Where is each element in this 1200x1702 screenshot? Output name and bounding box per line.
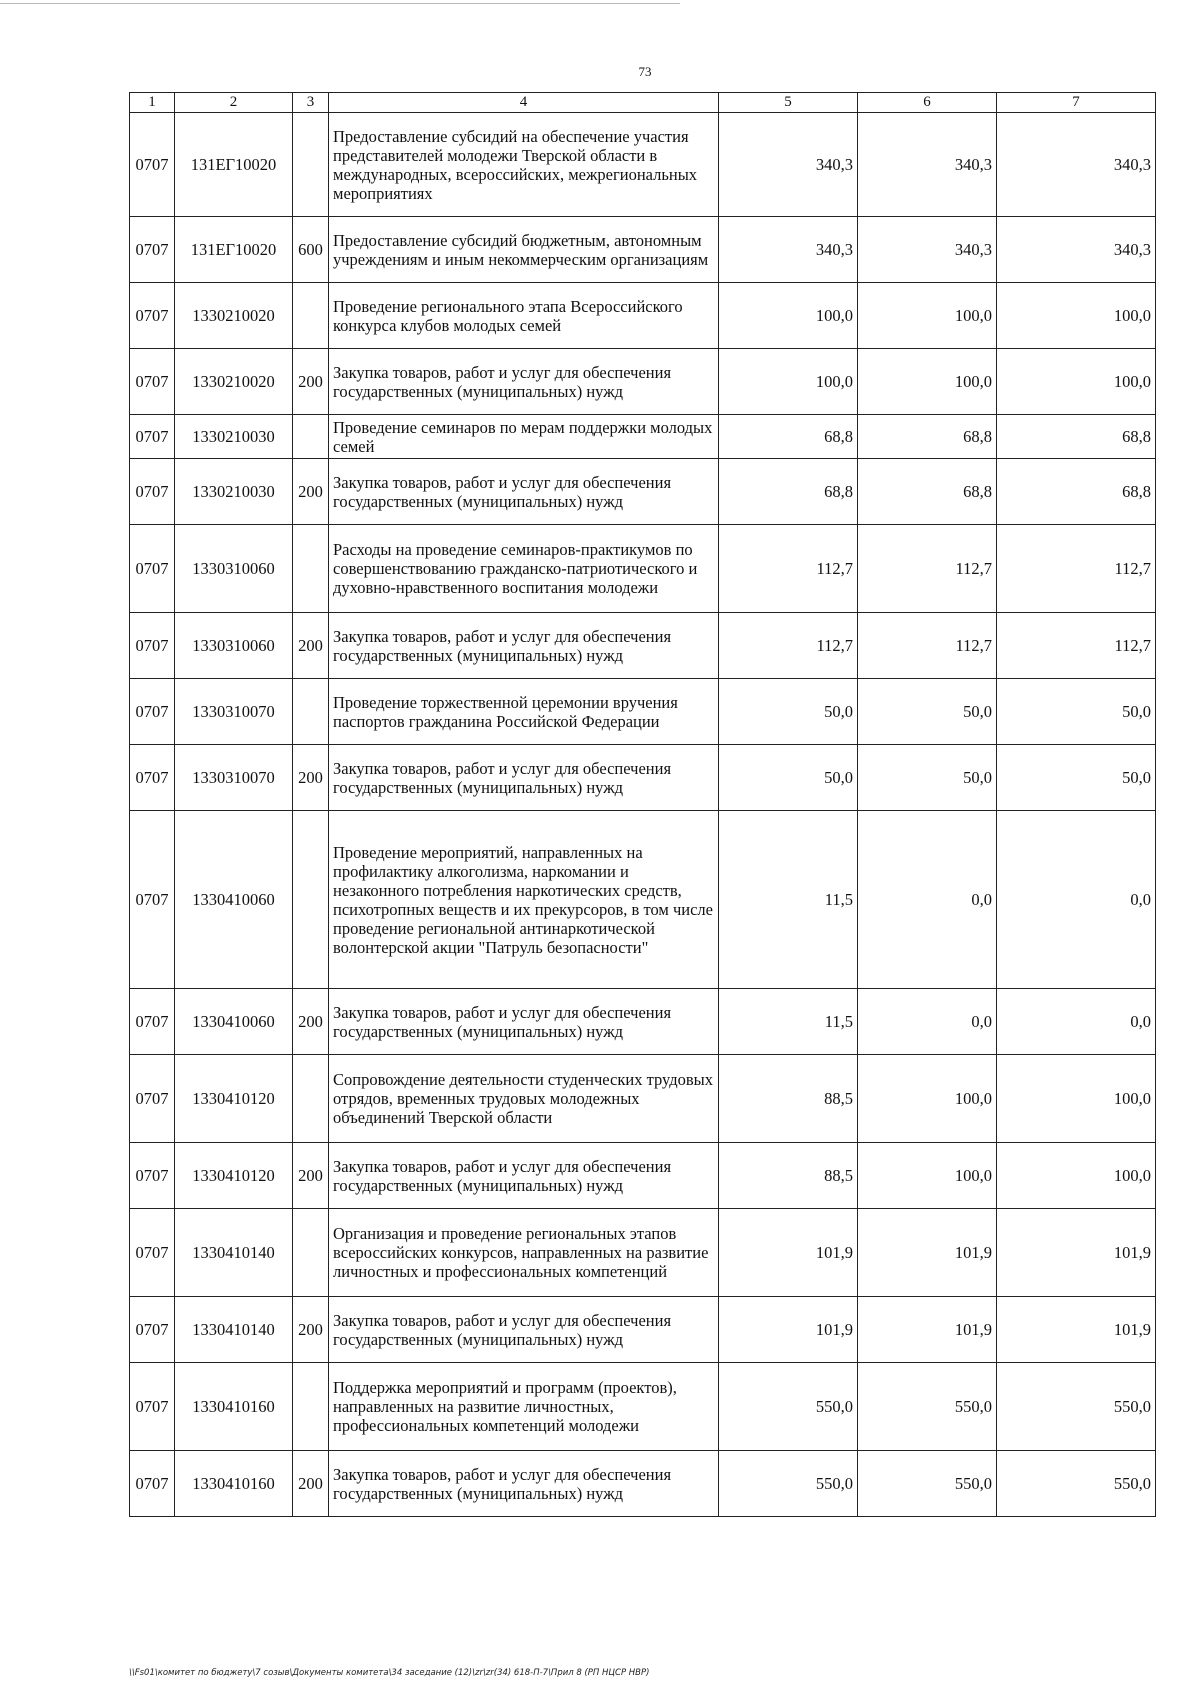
amount-col7-cell: 0,0	[997, 811, 1156, 989]
amount-col7-cell: 101,9	[997, 1297, 1156, 1363]
target-item-code-cell: 1330410160	[175, 1451, 293, 1517]
description-cell: Закупка товаров, работ и услуг для обеспечения государственных (муниципальных) нужд	[329, 989, 719, 1055]
table-row	[130, 1363, 1156, 1451]
table-row	[130, 679, 1156, 745]
description-cell: Проведение торжественной церемонии вручения паспортов гражданина Российской Федерации	[329, 679, 719, 745]
expense-type-code-cell	[293, 1363, 329, 1451]
amount-col7-cell: 100,0	[997, 1143, 1156, 1209]
target-item-code-cell: 1330310070	[175, 745, 293, 811]
header-row	[130, 93, 1156, 113]
amount-col7-cell: 101,9	[997, 1209, 1156, 1297]
description-cell: Проведение семинаров по мерам поддержки молодых семей	[329, 415, 719, 459]
amount-col7-cell: 0,0	[997, 989, 1156, 1055]
table-row	[130, 525, 1156, 613]
amount-col5-cell: 550,0	[719, 1451, 858, 1517]
amount-col5-cell: 112,7	[719, 525, 858, 613]
amount-col7-cell: 50,0	[997, 745, 1156, 811]
amount-col6-cell: 112,7	[858, 525, 997, 613]
amount-col5-cell: 50,0	[719, 745, 858, 811]
section-code-cell: 0707	[130, 1209, 175, 1297]
amount-col7-cell: 340,3	[997, 217, 1156, 283]
table-row	[130, 217, 1156, 283]
table-row	[130, 459, 1156, 525]
expense-type-code-cell	[293, 525, 329, 613]
table-row	[130, 613, 1156, 679]
section-code-cell: 0707	[130, 745, 175, 811]
target-item-code-cell: 131ЕГ10020	[175, 113, 293, 217]
expense-type-code-cell: 200	[293, 459, 329, 525]
amount-col6-cell: 100,0	[858, 283, 997, 349]
footer-file-path: \\Fs01\комитет по бюджету\7 созыв\Документы комитета\34 заседание (12)\zr\zr(34) 618-П-7\Прил 8 (РП НЦСР НВР)	[129, 1668, 650, 1678]
amount-col6-cell: 68,8	[858, 459, 997, 525]
amount-col7-cell: 50,0	[997, 679, 1156, 745]
amount-col5-cell: 100,0	[719, 283, 858, 349]
expense-type-code-cell: 200	[293, 1451, 329, 1517]
amount-col7-cell: 68,8	[997, 459, 1156, 525]
description-cell: Проведение мероприятий, направленных на профилактику алкоголизма, наркомании и незаконного потребления наркотических средств, психотропных веществ и их прекурсоров, в том числе проведение региональной антинаркотической волонтерской акции "Патруль безопасности"	[329, 811, 719, 989]
amount-col5-cell: 11,5	[719, 811, 858, 989]
expense-type-code-cell: 200	[293, 1297, 329, 1363]
expense-type-code-cell: 200	[293, 613, 329, 679]
section-code-cell: 0707	[130, 113, 175, 217]
amount-col5-cell: 68,8	[719, 459, 858, 525]
expense-type-code-cell	[293, 679, 329, 745]
target-item-code-cell: 1330410140	[175, 1209, 293, 1297]
description-cell: Закупка товаров, работ и услуг для обеспечения государственных (муниципальных) нужд	[329, 1297, 719, 1363]
amount-col6-cell: 340,3	[858, 217, 997, 283]
description-cell: Проведение регионального этапа Всероссийского конкурса клубов молодых семей	[329, 283, 719, 349]
table-row	[130, 1143, 1156, 1209]
description-cell: Закупка товаров, работ и услуг для обеспечения государственных (муниципальных) нужд	[329, 349, 719, 415]
table-row	[130, 811, 1156, 989]
amount-col6-cell: 50,0	[858, 679, 997, 745]
expense-type-code-cell	[293, 283, 329, 349]
target-item-code-cell: 1330410160	[175, 1363, 293, 1451]
amount-col6-cell: 550,0	[858, 1451, 997, 1517]
description-cell: Закупка товаров, работ и услуг для обеспечения государственных (муниципальных) нужд	[329, 459, 719, 525]
amount-col6-cell: 0,0	[858, 811, 997, 989]
amount-col6-cell: 100,0	[858, 1055, 997, 1143]
budget-table	[129, 92, 1156, 1517]
table-row	[130, 113, 1156, 217]
table-row	[130, 745, 1156, 811]
page-number: 73	[638, 64, 652, 79]
amount-col7-cell: 68,8	[997, 415, 1156, 459]
expense-type-code-cell: 200	[293, 349, 329, 415]
description-cell: Расходы на проведение семинаров-практикумов по совершенствованию гражданско-патриотического и духовно-нравственного воспитания молодежи	[329, 525, 719, 613]
table-row	[130, 1055, 1156, 1143]
amount-col5-cell: 550,0	[719, 1363, 858, 1451]
column-header: 4	[329, 93, 719, 113]
section-code-cell: 0707	[130, 811, 175, 989]
expense-type-code-cell	[293, 113, 329, 217]
amount-col5-cell: 11,5	[719, 989, 858, 1055]
target-item-code-cell: 1330410120	[175, 1055, 293, 1143]
target-item-code-cell: 1330410060	[175, 989, 293, 1055]
amount-col5-cell: 100,0	[719, 349, 858, 415]
description-cell: Предоставление субсидий бюджетным, автономным учреждениям и иным некоммерческим организациям	[329, 217, 719, 283]
description-cell: Закупка товаров, работ и услуг для обеспечения государственных (муниципальных) нужд	[329, 613, 719, 679]
table-row	[130, 989, 1156, 1055]
description-cell: Сопровождение деятельности студенческих трудовых отрядов, временных трудовых молодежных объединений Тверской области	[329, 1055, 719, 1143]
amount-col5-cell: 88,5	[719, 1143, 858, 1209]
expense-type-code-cell: 200	[293, 1143, 329, 1209]
amount-col6-cell: 550,0	[858, 1363, 997, 1451]
description-cell: Закупка товаров, работ и услуг для обеспечения государственных (муниципальных) нужд	[329, 1143, 719, 1209]
column-header: 3	[293, 93, 329, 113]
section-code-cell: 0707	[130, 1055, 175, 1143]
amount-col5-cell: 340,3	[719, 113, 858, 217]
amount-col6-cell: 101,9	[858, 1209, 997, 1297]
expense-type-code-cell	[293, 811, 329, 989]
amount-col5-cell: 68,8	[719, 415, 858, 459]
description-cell: Закупка товаров, работ и услуг для обеспечения государственных (муниципальных) нужд	[329, 1451, 719, 1517]
column-header: 6	[858, 93, 997, 113]
description-cell: Предоставление субсидий на обеспечение участия представителей молодежи Тверской области в международных, всероссийских, межрегиональных мероприятиях	[329, 113, 719, 217]
amount-col6-cell: 100,0	[858, 1143, 997, 1209]
description-cell: Закупка товаров, работ и услуг для обеспечения государственных (муниципальных) нужд	[329, 745, 719, 811]
column-header: 7	[997, 93, 1156, 113]
expense-type-code-cell: 200	[293, 745, 329, 811]
section-code-cell: 0707	[130, 679, 175, 745]
table-row	[130, 283, 1156, 349]
target-item-code-cell: 1330410060	[175, 811, 293, 989]
target-item-code-cell: 1330410120	[175, 1143, 293, 1209]
amount-col6-cell: 101,9	[858, 1297, 997, 1363]
amount-col5-cell: 88,5	[719, 1055, 858, 1143]
target-item-code-cell: 1330210020	[175, 349, 293, 415]
section-code-cell: 0707	[130, 349, 175, 415]
description-cell: Поддержка мероприятий и программ (проектов), направленных на развитие личностных, профессиональных компетенций молодежи	[329, 1363, 719, 1451]
target-item-code-cell: 1330310070	[175, 679, 293, 745]
target-item-code-cell: 1330310060	[175, 613, 293, 679]
column-header: 1	[130, 93, 175, 113]
amount-col6-cell: 0,0	[858, 989, 997, 1055]
section-code-cell: 0707	[130, 989, 175, 1055]
table-row	[130, 349, 1156, 415]
amount-col7-cell: 550,0	[997, 1451, 1156, 1517]
target-item-code-cell: 1330210030	[175, 415, 293, 459]
expense-type-code-cell: 200	[293, 989, 329, 1055]
amount-col5-cell: 50,0	[719, 679, 858, 745]
amount-col7-cell: 550,0	[997, 1363, 1156, 1451]
scan-edge-line	[0, 3, 680, 4]
section-code-cell: 0707	[130, 459, 175, 525]
amount-col5-cell: 101,9	[719, 1209, 858, 1297]
amount-col6-cell: 50,0	[858, 745, 997, 811]
column-header: 2	[175, 93, 293, 113]
expense-type-code-cell	[293, 1209, 329, 1297]
expense-type-code-cell	[293, 415, 329, 459]
amount-col5-cell: 101,9	[719, 1297, 858, 1363]
expense-type-code-cell: 600	[293, 217, 329, 283]
amount-col7-cell: 340,3	[997, 113, 1156, 217]
section-code-cell: 0707	[130, 1297, 175, 1363]
column-header: 5	[719, 93, 858, 113]
target-item-code-cell: 1330310060	[175, 525, 293, 613]
amount-col7-cell: 100,0	[997, 1055, 1156, 1143]
amount-col6-cell: 112,7	[858, 613, 997, 679]
amount-col5-cell: 340,3	[719, 217, 858, 283]
section-code-cell: 0707	[130, 415, 175, 459]
section-code-cell: 0707	[130, 283, 175, 349]
target-item-code-cell: 1330210030	[175, 459, 293, 525]
target-item-code-cell: 1330410140	[175, 1297, 293, 1363]
section-code-cell: 0707	[130, 613, 175, 679]
section-code-cell: 0707	[130, 1363, 175, 1451]
amount-col7-cell: 112,7	[997, 525, 1156, 613]
table-row	[130, 415, 1156, 459]
amount-col7-cell: 112,7	[997, 613, 1156, 679]
amount-col6-cell: 100,0	[858, 349, 997, 415]
table-row	[130, 1209, 1156, 1297]
section-code-cell: 0707	[130, 217, 175, 283]
section-code-cell: 0707	[130, 1451, 175, 1517]
amount-col5-cell: 112,7	[719, 613, 858, 679]
section-code-cell: 0707	[130, 525, 175, 613]
amount-col7-cell: 100,0	[997, 349, 1156, 415]
table-row	[130, 1297, 1156, 1363]
target-item-code-cell: 1330210020	[175, 283, 293, 349]
amount-col6-cell: 340,3	[858, 113, 997, 217]
description-cell: Организация и проведение региональных этапов всероссийских конкурсов, направленных на развитие личностных и профессиональных компетенций	[329, 1209, 719, 1297]
section-code-cell: 0707	[130, 1143, 175, 1209]
table-row	[130, 1451, 1156, 1517]
amount-col7-cell: 100,0	[997, 283, 1156, 349]
expense-type-code-cell	[293, 1055, 329, 1143]
target-item-code-cell: 131ЕГ10020	[175, 217, 293, 283]
amount-col6-cell: 68,8	[858, 415, 997, 459]
